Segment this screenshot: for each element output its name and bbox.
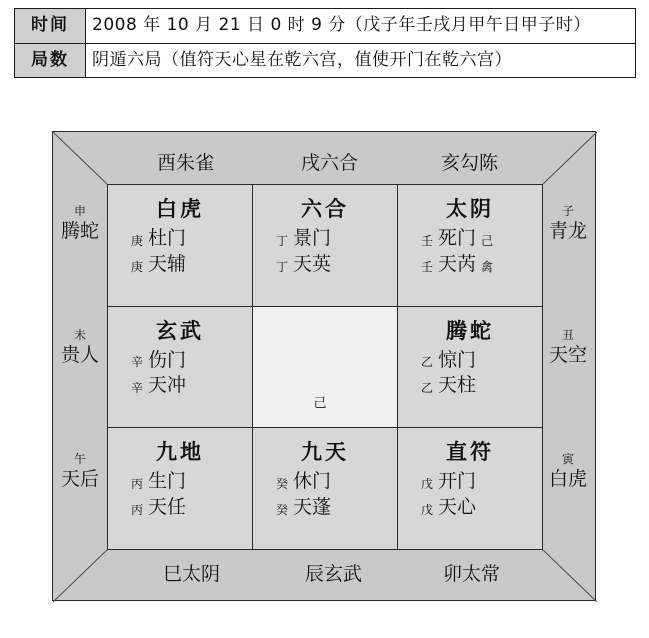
palace-star-row (420, 374, 534, 398)
palace-cell-0[interactable] (108, 185, 252, 306)
god-label: 玄武 (324, 563, 363, 585)
god-label: 腾蛇 (60, 220, 99, 243)
gate-stem: 丙 (130, 477, 143, 492)
palace-god: 九天 (301, 440, 349, 465)
palace-gate-row (420, 349, 534, 373)
gate-extra: 己 (481, 233, 494, 248)
palace-cell-center[interactable] (253, 307, 397, 428)
palace-star-row (275, 253, 389, 277)
gate-name: 惊门 (438, 348, 477, 371)
bottom-label-0 (163, 559, 220, 586)
palace-star-row (130, 496, 244, 520)
top-label-0 (157, 148, 214, 175)
table-row (15, 9, 636, 44)
top-label-1 (301, 148, 358, 175)
palace-cell-7[interactable] (253, 428, 397, 549)
branch-label: 子 (561, 204, 574, 218)
gate-name: 生门 (148, 470, 187, 493)
table-row (15, 43, 636, 78)
info-value-ju: 阴遁六局（值符天心星在乾六宫，值使开门在乾六宫） (86, 43, 636, 78)
palace-star-row (275, 496, 389, 520)
star-stem: 丁 (275, 259, 288, 274)
palace-grid (107, 184, 543, 550)
palace-star-row (420, 496, 534, 520)
palace-gate-row (275, 470, 389, 494)
palace-god: 太阴 (446, 197, 494, 221)
right-label-0 (545, 204, 591, 243)
branch-label: 未 (73, 328, 86, 342)
branch-label: 辰 (305, 563, 325, 585)
star-name: 天任 (148, 496, 187, 519)
gate-stem: 丁 (275, 233, 288, 248)
star-stem: 丙 (130, 502, 143, 517)
gate-stem: 辛 (130, 355, 143, 370)
palace-god: 直符 (446, 440, 494, 465)
top-label-2 (441, 148, 498, 175)
star-stem: 壬 (420, 259, 433, 274)
star-stem: 辛 (130, 381, 143, 396)
gate-name: 开门 (438, 470, 477, 493)
branch-label: 巳 (163, 563, 183, 585)
palace-cell-8[interactable] (398, 428, 542, 549)
palace-god: 六合 (301, 197, 349, 221)
gate-name: 杜门 (148, 227, 187, 249)
palace-god: 九地 (156, 440, 204, 465)
left-label-1 (57, 328, 103, 367)
gate-stem: 戊 (420, 477, 433, 492)
branch-label: 丑 (561, 328, 574, 342)
star-name: 天柱 (438, 374, 477, 397)
palace-cell-3[interactable] (108, 307, 252, 428)
god-label: 六合 (320, 152, 359, 174)
god-label: 天后 (60, 468, 99, 491)
right-label-2 (545, 452, 591, 491)
star-name: 天心 (438, 496, 477, 519)
god-label: 贵人 (60, 344, 99, 367)
left-label-0 (57, 204, 103, 243)
god-label: 太阴 (182, 563, 221, 585)
god-label: 天空 (548, 344, 587, 367)
star-name: 天芮 (438, 252, 477, 275)
god-label: 青龙 (548, 220, 587, 243)
branch-label: 戌 (301, 152, 321, 174)
bottom-label-1 (305, 559, 362, 586)
god-label: 太常 (462, 563, 501, 585)
star-name: 天辅 (148, 252, 187, 275)
info-label-ju: 局数 (15, 43, 86, 78)
palace-cell-2[interactable] (398, 185, 542, 306)
god-label: 勾陈 (460, 152, 499, 174)
branch-label: 酉 (157, 152, 177, 174)
star-name: 天英 (293, 252, 332, 275)
star-stem: 戊 (420, 502, 433, 517)
gate-name: 休门 (293, 470, 332, 493)
palace-star-row (130, 374, 244, 398)
palace-gate-row (420, 470, 534, 494)
palace-gate-row (420, 227, 534, 251)
palace-star-row (420, 253, 534, 277)
palace-god: 白虎 (156, 197, 204, 221)
center-stem: 己 (313, 396, 327, 412)
gate-name: 景门 (293, 227, 332, 249)
palace-cell-5[interactable] (398, 307, 542, 428)
palace-god: 腾蛇 (446, 318, 494, 343)
star-stem: 庚 (130, 259, 143, 274)
nine-palace-chart (52, 131, 596, 601)
bottom-label-2 (443, 559, 500, 586)
gate-stem: 乙 (420, 355, 433, 370)
branch-label: 申 (73, 204, 86, 218)
star-name: 天冲 (148, 374, 187, 397)
palace-gate-row (130, 470, 244, 494)
branch-label: 亥 (441, 152, 461, 174)
god-label: 朱雀 (176, 152, 215, 174)
left-label-2 (57, 452, 103, 491)
info-label-time: 时间 (15, 9, 86, 44)
info-table (14, 8, 636, 78)
palace-star-row (130, 253, 244, 277)
gate-stem: 壬 (420, 233, 433, 248)
branch-label: 午 (73, 452, 86, 466)
palace-god: 玄武 (156, 318, 204, 343)
gate-name: 死门 (438, 227, 477, 249)
palace-gate-row (275, 227, 389, 251)
gate-stem: 癸 (275, 477, 288, 492)
star-stem: 癸 (275, 502, 288, 517)
gate-name: 伤门 (148, 348, 187, 371)
palace-gate-row (130, 227, 244, 251)
branch-label: 卯 (443, 563, 463, 585)
star-stem: 乙 (420, 381, 433, 396)
info-value-time: 2008 年 10 月 21 日 0 时 9 分（戊子年壬戌月甲午日甲子时） (86, 9, 636, 44)
star-name: 天蓬 (293, 496, 332, 519)
god-label: 白虎 (548, 468, 587, 491)
palace-cell-1[interactable] (253, 185, 397, 306)
right-label-1 (545, 328, 591, 367)
gate-stem: 庚 (130, 233, 143, 248)
palace-cell-6[interactable] (108, 428, 252, 549)
star-extra: 禽 (481, 259, 494, 274)
palace-gate-row (130, 349, 244, 373)
branch-label: 寅 (561, 452, 574, 466)
